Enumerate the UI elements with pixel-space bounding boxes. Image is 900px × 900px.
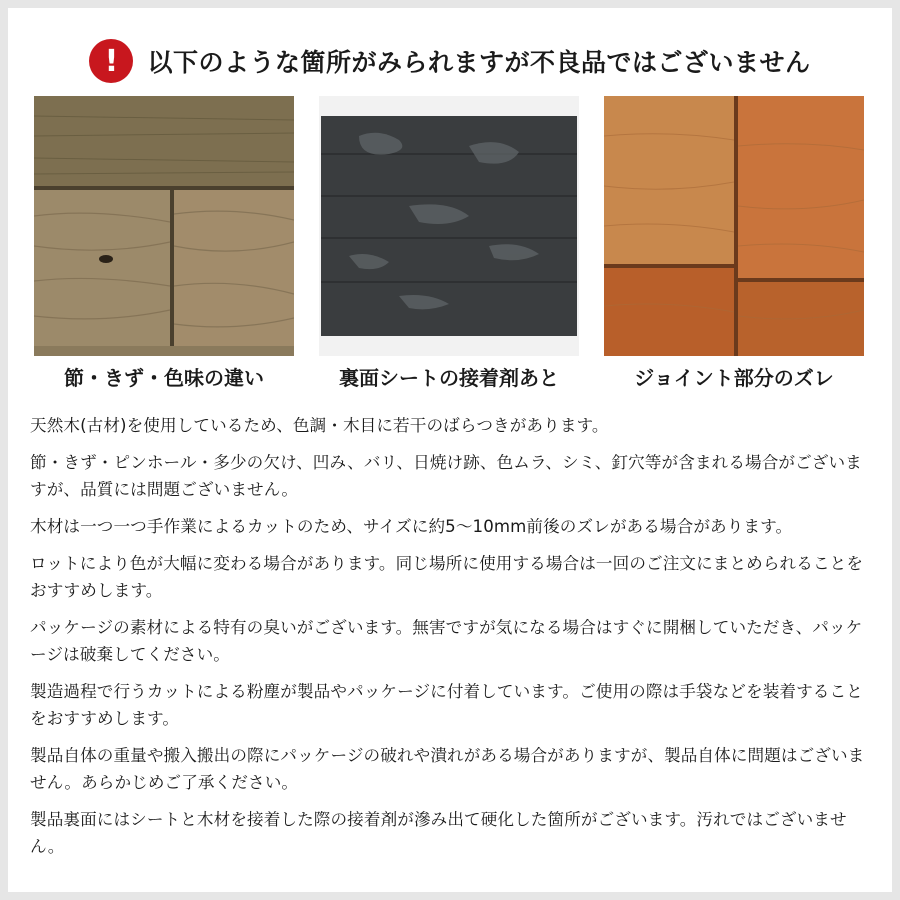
caption-adhesive-traces: 裏面シートの接着剤あと bbox=[339, 366, 559, 390]
note-item: 節・きず・ピンホール・多少の欠け、凹み、バリ、日焼け跡、色ムラ、シミ、釘穴等が含まれる場合がございますが、品質には問題ございません。 bbox=[30, 453, 862, 499]
note-item: 製造過程で行うカットによる粉塵が製品やパッケージに付着しています。ご使用の際は手袋などを装着することをおすすめします。 bbox=[30, 682, 863, 728]
note-item: 木材は一つ一つ手作業によるカットのため、サイズに約5〜10mm前後のズレがある場合があります。 bbox=[30, 517, 793, 536]
photo-joint-misalignment bbox=[604, 96, 864, 356]
note-item: 製品自体の重量や搬入搬出の際にパッケージの破れや潰れがある場合がありますが、製品自体に問題はございません。あらかじめご了承ください。 bbox=[30, 746, 865, 792]
caption-joint-misalignment: ジョイント部分のズレ bbox=[634, 366, 834, 390]
photo-adhesive-traces bbox=[319, 96, 579, 356]
notice-title: 以下のような箇所がみられますが不良品ではございません bbox=[147, 48, 811, 77]
notes-list bbox=[30, 412, 872, 870]
note-item: 天然木(古材)を使用しているため、色調・木目に若干のばらつきがあります。 bbox=[30, 416, 609, 435]
notice-card bbox=[8, 8, 892, 892]
note-item: ロットにより色が大幅に変わる場合があります。同じ場所に使用する場合は一回のご注文にまとめられることをおすすめします。 bbox=[30, 554, 864, 600]
caption-knots-scratches: 節・きず・色味の違い bbox=[64, 366, 264, 390]
photo-knots-scratches bbox=[34, 96, 294, 356]
exclamation-icon: ! bbox=[89, 39, 133, 83]
note-item: 製品裏面にはシートと木材を接着した際の接着剤が滲み出て硬化した箇所がございます。汚れではございません。 bbox=[30, 810, 847, 856]
note-item: パッケージの素材による特有の臭いがございます。無害ですが気になる場合はすぐに開梱していただき、パッケージは破棄してください。 bbox=[30, 618, 863, 664]
notice-header bbox=[8, 38, 892, 84]
